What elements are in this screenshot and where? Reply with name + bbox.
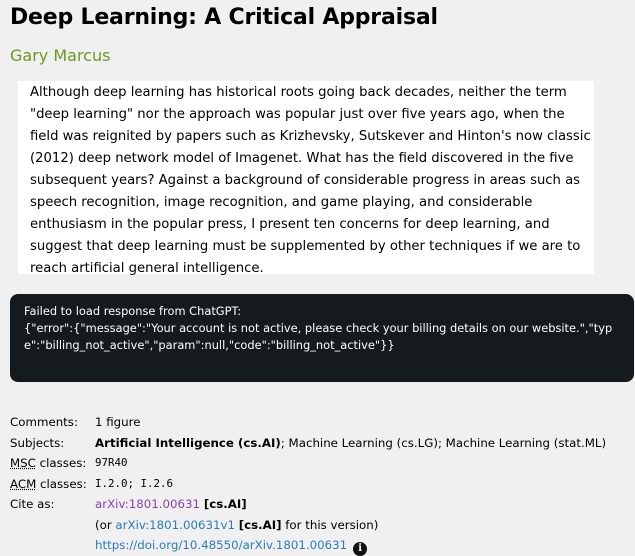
comments-value: 1 figure [95,415,141,429]
metadata-table [10,412,606,556]
cite-row [10,494,606,515]
error-json: {"error":{"message":"Your account is not active, please check your billing details on our website.","type":"billing_not_active","param":null,"code":"billing_not_active"}} [24,321,613,352]
version-category: [cs.AI] [238,517,282,532]
msc-value: 97R40 [95,456,128,469]
subjects-row [10,433,606,454]
version-row: (or arXiv:1801.00631v1 [cs.AI] for this version) [95,517,379,532]
other-subjects: ; Machine Learning (cs.LG); Machine Learning (stat.ML) [280,435,607,450]
acm-abbr[interactable]: ACM [10,476,37,491]
paper-title: Deep Learning: A Critical Appraisal [10,5,438,30]
acm-label: ACM classes: [10,476,87,491]
msc-abbr[interactable]: MSC [10,456,36,470]
error-message-box [10,294,634,382]
acm-row [10,474,606,495]
author-link[interactable]: Gary Marcus [10,46,111,65]
acm-value: I.2.0; I.2.6 [95,476,174,490]
cite-link[interactable]: arXiv:1801.00631 [95,497,201,511]
abstract-text: Although deep learning has historical roots going back decades, neither the term "deep learning" nor the approach was popular just over five years ago, when the field was reignited by papers such as Krizhevsky, Sutskever and Hinton's now classic (2012) deep network model of Imagenet. What has the field discovered in the five subsequent years? Against a background of considerable progress in areas such as speech recognition, image recognition, and game playing, and considerable enthusiasm in the popular press, I present ten concerns for deep learning, and suggest that deep learning must be supplemented by other techniques if we are to reach artificial general intelligence. [18,81,594,274]
error-heading: Failed to load response from ChatGPT: [24,304,242,318]
comments-label: Comments: [10,415,78,429]
msc-row [10,453,606,474]
version-link[interactable]: arXiv:1801.00631v1 [115,517,235,532]
doi-link[interactable]: https://doi.org/10.48550/arXiv.1801.00631 [95,538,348,552]
doi-row [10,535,606,556]
comments-row [10,412,606,433]
cite-label: Cite as: [10,497,55,511]
msc-label: MSC classes: [10,456,87,470]
subjects-label: Subjects: [10,435,65,450]
info-icon[interactable]: i [353,542,367,556]
primary-subject: Artificial Intelligence (cs.AI) [95,435,281,450]
cite-category: [cs.AI] [203,497,247,511]
